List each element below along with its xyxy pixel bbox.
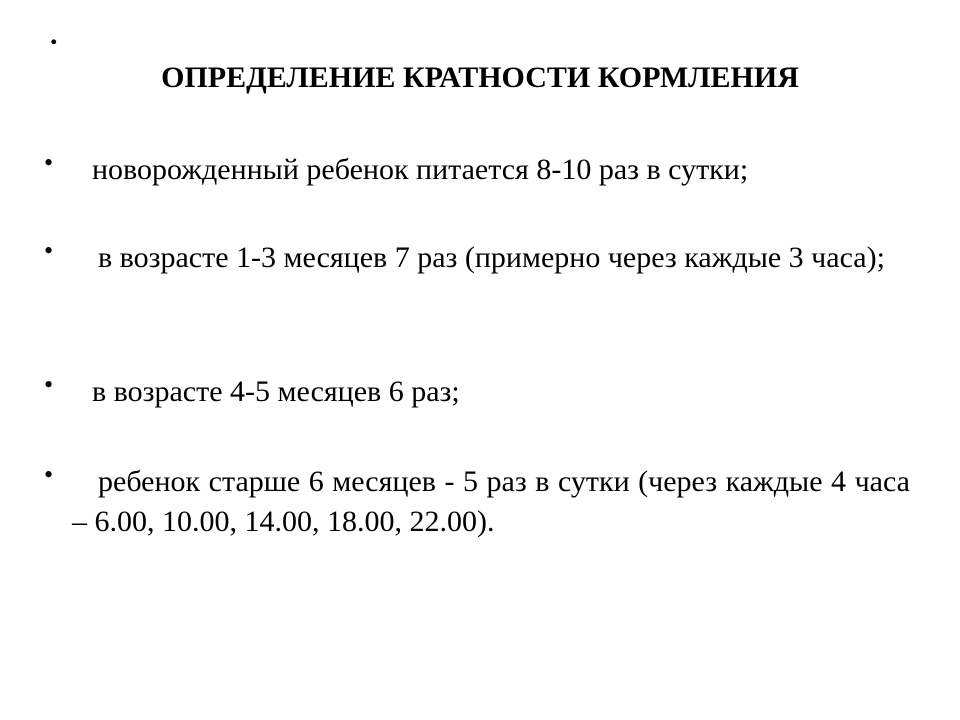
list-item-text: в возрасте 1-3 месяцев 7 раз (примерно через каждые 3 часа); (98, 241, 885, 274)
bullet-icon: • (44, 460, 54, 489)
list-item-text: в возрасте 4-5 месяцев 6 раз; (92, 375, 460, 408)
bullet-icon: • (44, 236, 54, 265)
bullet-icon: • (44, 148, 54, 177)
list-item-text: ребенок старше 6 месяцев - 5 раз в сутки (через каждые 4 часа – 6.00, 10.00, 14.00, 18.00, 22.00). (72, 465, 910, 538)
slide-title: ОПРЕДЕЛЕНИЕ КРАТНОСТИ КОРМЛЕНИЯ (161, 61, 799, 94)
bullet-icon: • (44, 370, 54, 399)
leading-dot: . (50, 18, 58, 51)
list-item-text: новорожденный ребенок питается 8-10 раз в сутки; (92, 153, 749, 186)
